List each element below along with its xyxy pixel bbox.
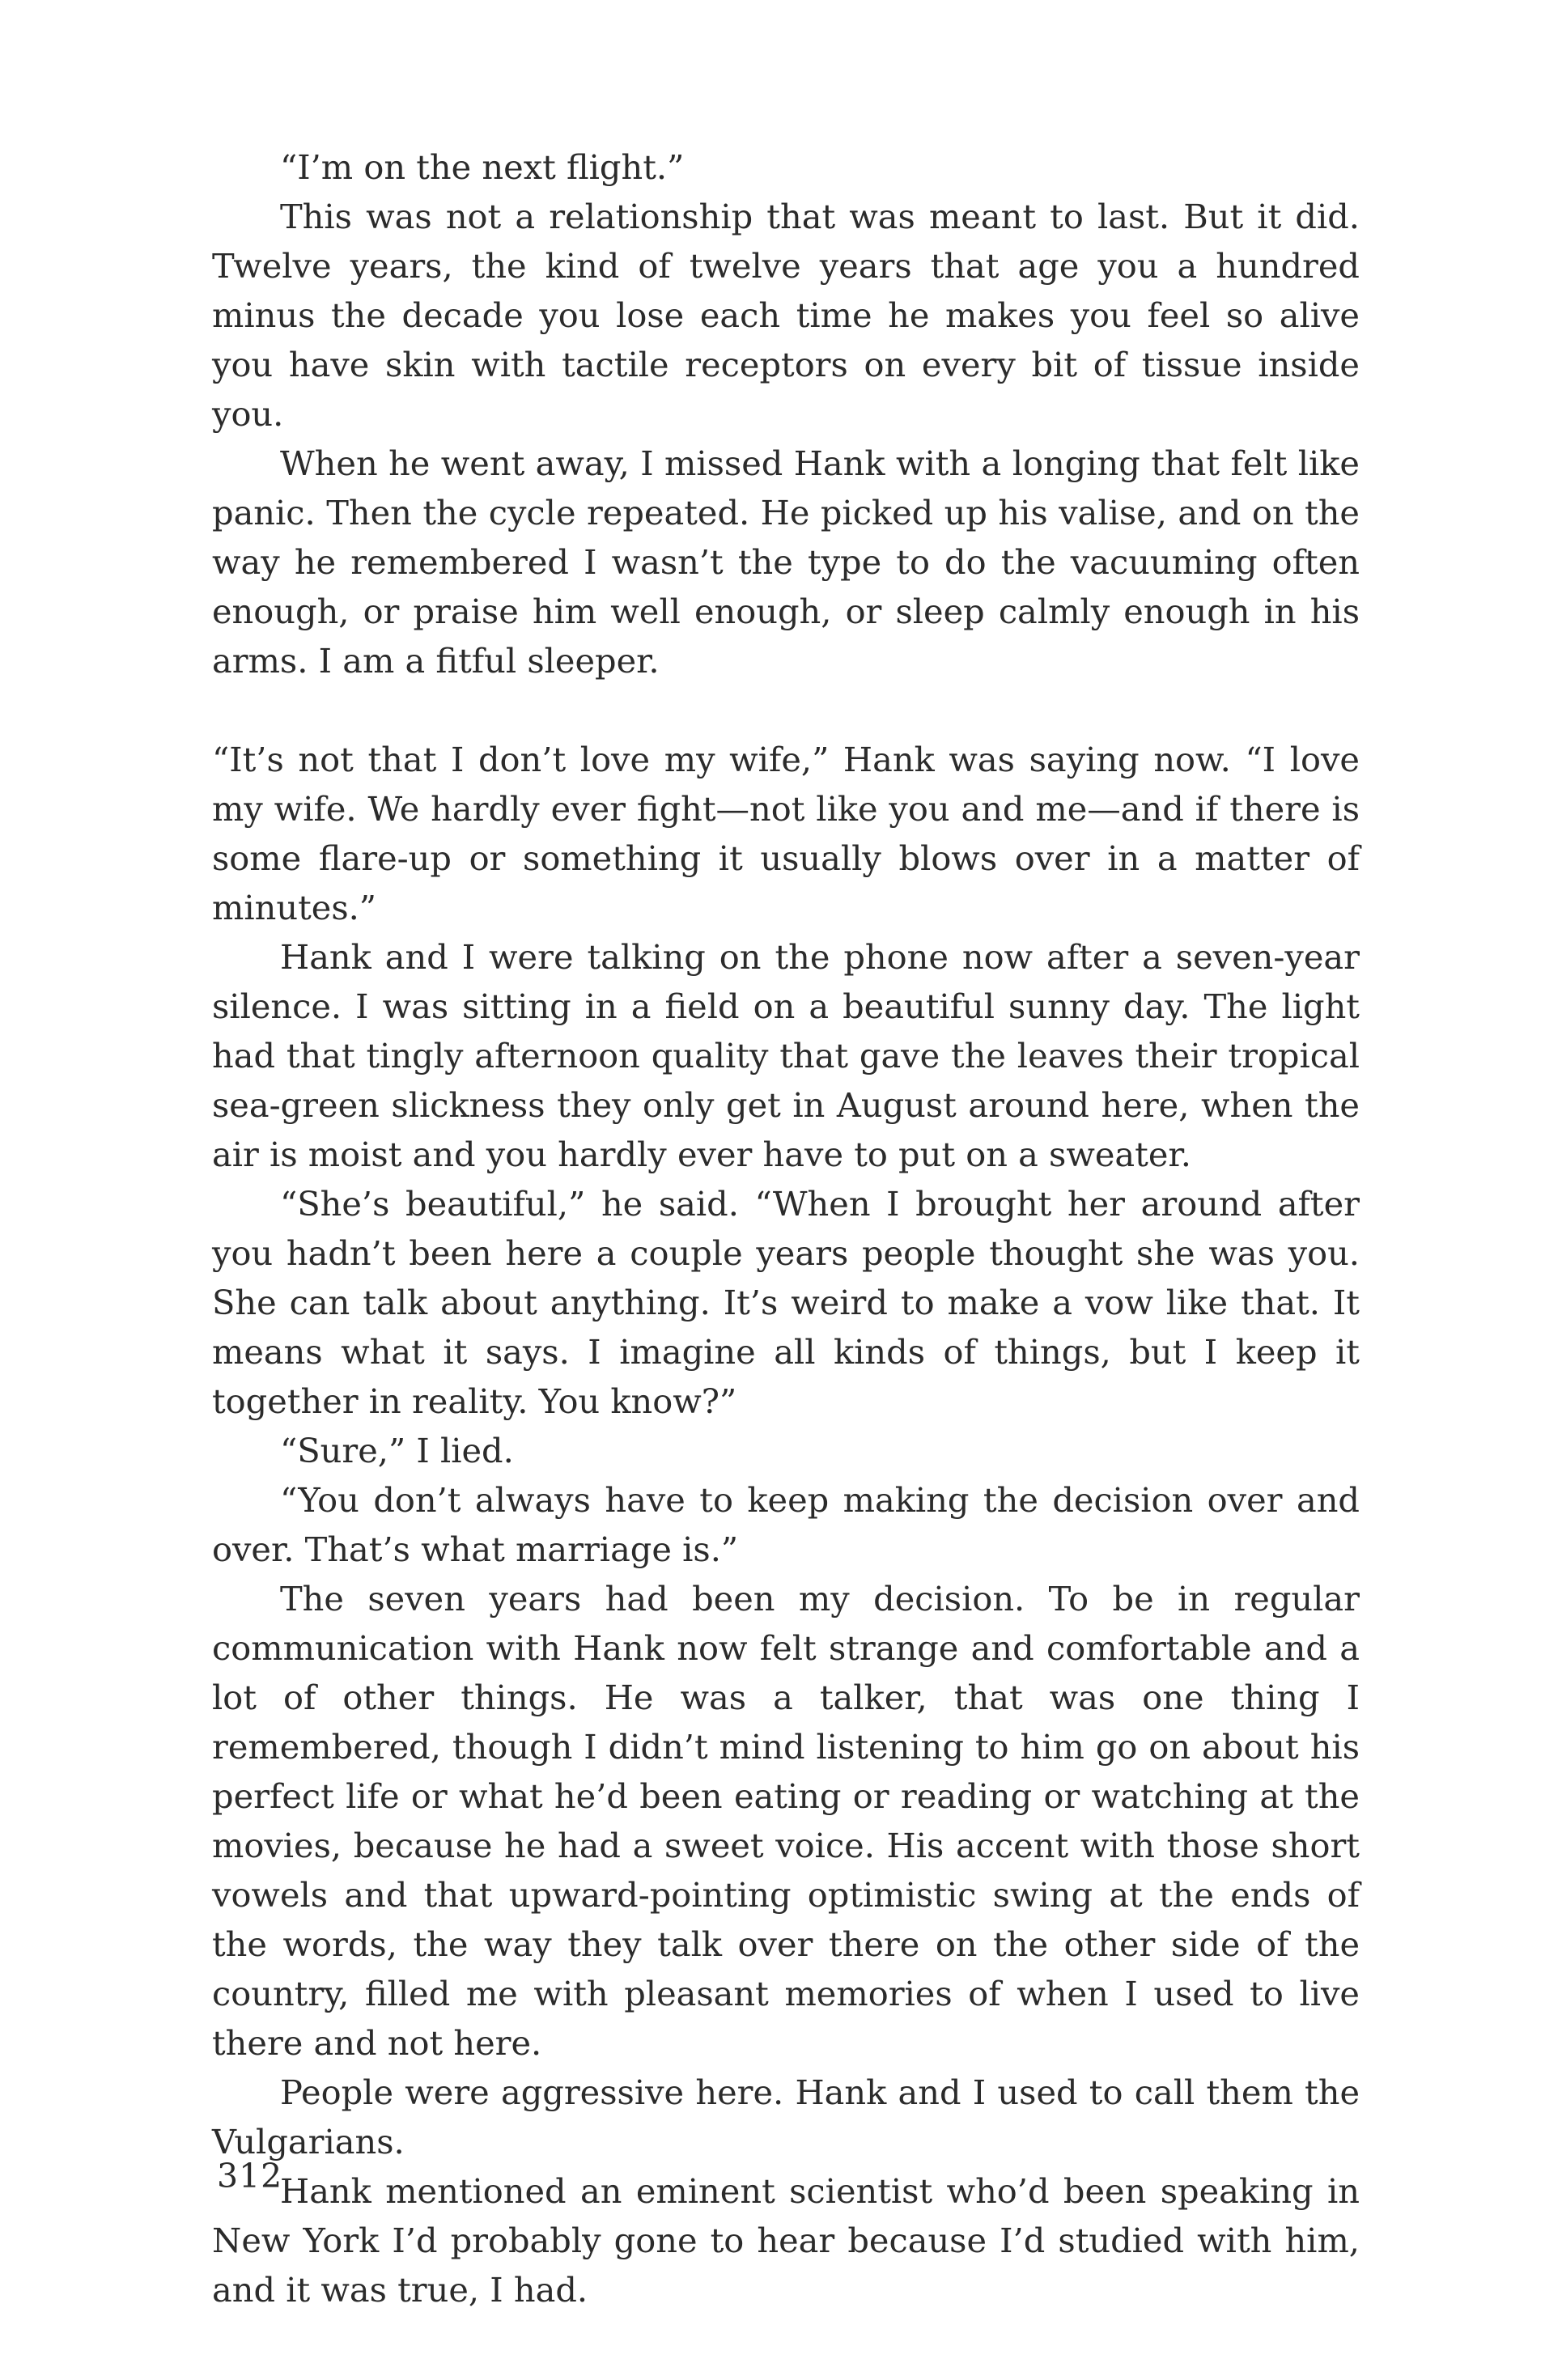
body-text (212, 142, 1360, 2314)
paragraph: “You don’t always have to keep making the decision over and over. That’s what marriage is.” (212, 1480, 1360, 1569)
paragraph: Hank and I were talking on the phone now after a seven-year silence. I was sitting in a field on a beautiful sunny day. The light had that tingly afternoon quality that gave the leaves their tropical sea-green slickness they only get in August around here, when the air is moist and you hardly ever have to put on a sweater. (212, 937, 1360, 1174)
paragraph: The seven years had been my decision. To be in regular communication with Hank now felt strange and comfortable and a lot of other things. He was a talker, that was one thing I remembered, though I didn’t mind listening to him go on about his perfect life or what he’d been eating or reading or watching at the movies, because he had a sweet voice. His accent with those short vowels and that upward-pointing optimistic swing at the ends of the words, the way they talk over there on the other side of the country, filled me with pleasant memories of when I used to live there and not here. (212, 1579, 1360, 2063)
paragraph: Hank mentioned an eminent scientist who’d been speaking in New York I’d probably gone to hear because I’d studied with him, and it was true, I had. (212, 2171, 1360, 2310)
paragraph: “I’m on the next flight.” (280, 147, 685, 187)
section-break (212, 685, 1360, 735)
paragraph-section-start: “It’s not that I don’t love my wife,” Hank was saying now. “I love my wife. We hardly ever fight—not like you and me—and if there is some flare-up or something it usually blows over in a matter of minutes.” (212, 740, 1360, 927)
page-number: 312 (217, 2157, 283, 2195)
paragraph: When he went away, I missed Hank with a longing that felt like panic. Then the cycle repeated. He picked up his valise, and on the way he remembered I wasn’t the type to do the vacuuming often enough, or praise him well enough, or sleep calmly enough in his arms. I am a fitful sleeper. (212, 443, 1360, 681)
paragraph: “Sure,” I lied. (280, 1431, 514, 1470)
paragraph: “She’s beautiful,” he said. “When I brought her around after you hadn’t been here a couple years people thought she was you. She can talk about anything. It’s weird to make a vow like that. It means what it says. I imagine all kinds of things, but I keep it together in reality. You know?” (212, 1184, 1360, 1421)
paragraph: This was not a relationship that was meant to last. But it did. Twelve years, the kind of twelve years that age you a hundred minus the decade you lose each time he makes you feel so alive you have skin with tactile receptors on every bit of tissue inside you. (212, 197, 1360, 434)
paragraph: People were aggressive here. Hank and I used to call them the Vulgarians. (212, 2072, 1360, 2162)
